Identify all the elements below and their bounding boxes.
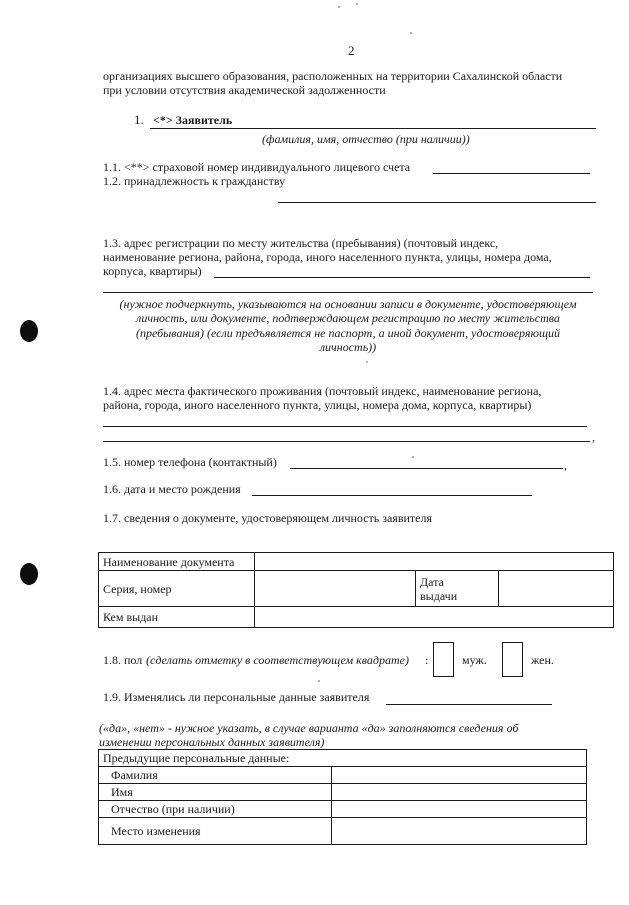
- previous-data-header: Предыдущие персональные данные:: [99, 750, 587, 767]
- doc-name-label: Наименование документа: [99, 553, 255, 571]
- personal-data-changed-field[interactable]: [386, 704, 552, 705]
- applicant-name-line[interactable]: [150, 128, 596, 129]
- item-1-5-comma: ,: [564, 458, 567, 472]
- surname-value[interactable]: [332, 767, 587, 784]
- issue-date-label: [416, 571, 499, 607]
- first-name-label: Имя: [99, 784, 332, 801]
- scan-speck: [366, 361, 368, 363]
- surname-label: Фамилия: [99, 767, 332, 784]
- previous-personal-data-table: [98, 749, 587, 845]
- item-1-8-label: 1.8. пол: [103, 653, 143, 667]
- scan-speck: [356, 3, 358, 5]
- item-1-1-label: 1.1. <**> страховой номер индивидуального лицевого счета: [103, 160, 411, 174]
- scan-speck: [410, 32, 412, 34]
- scan-speck: [338, 6, 340, 8]
- item-1-4-line-2: района, города, иного населенного пункта, улицы, номера дома, корпуса, квартиры): [103, 398, 532, 412]
- citizenship-field[interactable]: [278, 202, 596, 203]
- punch-hole-top: [20, 320, 38, 342]
- item-1-3-line-1: 1.3. адрес регистрации по месту жительства (пребывания) (почтовый индекс,: [103, 236, 499, 250]
- item-1-9-hint-2: изменении персональных данных заявителя): [99, 735, 325, 749]
- patronymic-label: Отчество (при наличии): [99, 801, 332, 818]
- scan-speck: [412, 456, 414, 458]
- item-1-4-line-1: 1.4. адрес места фактического проживания (почтовый индекс, наименование региона,: [103, 384, 542, 398]
- actual-address-field[interactable]: [103, 426, 587, 427]
- item-1-3-hint-4: личность)): [319, 340, 377, 354]
- registration-address-field-2[interactable]: [103, 292, 593, 293]
- intro-line-2: при условии отсутствия академической задолженности: [103, 83, 386, 97]
- issued-by-label: Кем выдан: [99, 607, 255, 628]
- series-number-label: Серия, номер: [99, 571, 255, 607]
- issue-date-value[interactable]: [499, 571, 614, 607]
- item-1-7-label: 1.7. сведения о документе, удостоверяющем личность заявителя: [103, 511, 432, 525]
- female-checkbox[interactable]: [502, 642, 523, 677]
- snils-field[interactable]: [433, 173, 590, 174]
- item-1-3-line-3: корпуса, квартиры): [103, 264, 202, 278]
- item-1-2-label: 1.2. принадлежность к гражданству: [103, 174, 286, 188]
- first-name-value[interactable]: [332, 784, 587, 801]
- item-1-3-hint-2: личность, или документе, подтверждающем регистрацию по месту жительства: [136, 311, 560, 325]
- change-place-value[interactable]: [332, 818, 587, 845]
- item-1-3-line-2: наименование региона, района, города, иного населенного пункта, улицы, номера дома,: [103, 250, 552, 264]
- item-1-9-label: 1.9. Изменялись ли персональные данные заявителя: [103, 690, 370, 704]
- section-number: 1.: [134, 112, 144, 127]
- issued-by-value[interactable]: [255, 607, 614, 628]
- intro-line-1: организациях высшего образования, расположенных на территории Сахалинской области: [103, 69, 563, 83]
- change-place-label: Место изменения: [99, 818, 332, 845]
- series-number-value[interactable]: [255, 571, 416, 607]
- identity-document-table: [98, 552, 614, 628]
- female-label: жен.: [531, 653, 554, 667]
- item-1-3-hint-3: (пребывания) (если предъявляется не паспорт, а иной документ, удостоверяющий: [135, 326, 560, 340]
- item-1-6-label: 1.6. дата и место рождения: [103, 482, 241, 496]
- patronymic-value[interactable]: [332, 801, 587, 818]
- phone-field[interactable]: [290, 468, 563, 469]
- male-label: муж.: [462, 653, 487, 667]
- item-1-5-label: 1.5. номер телефона (контактный): [103, 455, 277, 469]
- applicant-name-hint: (фамилия, имя, отчество (при наличии)): [262, 132, 470, 146]
- item-1-9-hint-1: («да», «нет» - нужное указать, в случае варианта «да» заполняются сведения об: [99, 721, 519, 735]
- doc-name-value[interactable]: [255, 553, 614, 571]
- birth-date-place-field[interactable]: [252, 495, 532, 496]
- registration-address-field[interactable]: [214, 277, 590, 278]
- actual-address-field-2[interactable]: [103, 441, 590, 442]
- scan-speck: [318, 680, 320, 682]
- item-1-4-comma: ,: [592, 430, 595, 444]
- item-1-8-colon: :: [425, 653, 429, 667]
- item-1-3-hint-1: (нужное подчеркнуть, указываются на основании записи в документе, удостоверяющем: [119, 297, 577, 311]
- punch-hole-bottom: [20, 563, 38, 585]
- item-1-8-hint: (сделать отметку в соответствующем квадрате): [146, 653, 409, 667]
- issue-date-label-1: Дата: [420, 574, 444, 589]
- issue-date-label-2: выдачи: [420, 588, 458, 603]
- section-title: <*> Заявитель: [153, 113, 233, 127]
- male-checkbox[interactable]: [433, 642, 454, 677]
- page-number: 2: [348, 43, 355, 58]
